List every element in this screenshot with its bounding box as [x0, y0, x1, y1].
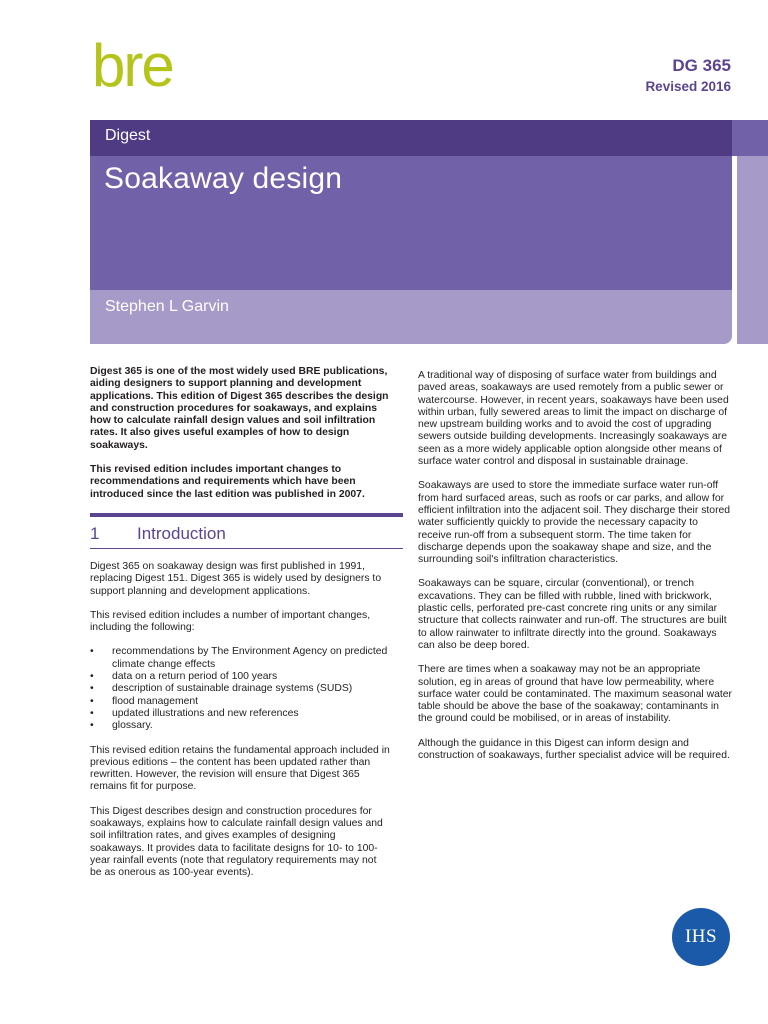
abstract-paragraph: This revised edition includes important changes to recommendations and requirements which have been introduced since the last edition was published in 2007. — [90, 464, 365, 500]
section-title: Introduction — [137, 523, 226, 543]
list-item-text: glossary. — [112, 720, 153, 732]
doc-revision: Revised 2016 — [645, 79, 731, 94]
body-paragraph: There are times when a soakaway may not be an appropriate solution, eg in areas of ground that have low permeability, where surface water could be contaminated. The maximum seasonal water table should be above the base of the soakaway; contaminants in the ground could be mobilised, or in areas of instability. — [418, 664, 732, 725]
list-item-text: description of sustainable drainage systems (SUDS) — [112, 683, 353, 695]
section-top-rule — [90, 513, 403, 517]
bullet-icon: • — [90, 707, 94, 719]
body-paragraph: Soakaways can be square, circular (conventional), or trench excavations. They can be filled with rubble, lined with brickwork, plastic cells, perforated pre-cast concrete ring units or any similar structure that collects rainwater and run-off. The structures are built to allow rainwater to infiltrate directly into the ground. Soakaways can also be deep bored. — [418, 578, 727, 651]
bullet-icon: • — [90, 720, 94, 732]
bullet-icon: • — [90, 695, 94, 707]
banner-side-tab-dark — [732, 120, 768, 156]
bullet-icon: • — [90, 683, 94, 695]
change-list — [90, 646, 390, 732]
page-title: Soakaway design — [104, 162, 343, 195]
section-bottom-rule — [90, 548, 403, 549]
bullet-icon: • — [90, 646, 94, 658]
body-paragraph: This revised edition includes a number of important changes, including the following: — [90, 609, 371, 634]
left-column — [90, 366, 390, 892]
bullet-icon: • — [90, 671, 94, 683]
body-paragraph: Although the guidance in this Digest can inform design and construction of soakaways, further specialist advice will be required. — [418, 737, 730, 762]
banner-side-tab-light — [737, 156, 768, 344]
list-item — [90, 696, 390, 708]
list-item — [90, 720, 390, 732]
section-heading — [90, 524, 390, 544]
author-name: Stephen L Garvin — [105, 298, 229, 315]
ihs-logo-text: IHS — [684, 926, 718, 947]
bre-logo — [92, 36, 182, 97]
bre-logo-text: bre — [92, 36, 173, 92]
body-paragraph: Digest 365 on soakaway design was first published in 1991, replacing Digest 151. Digest 365 is widely used by designers to support planning and development applications. — [90, 560, 382, 597]
body-paragraph: A traditional way of disposing of surface water from buildings and paved areas, soakaways are used remotely from a public sewer or watercourse. However, in recent years, soakaways have been used within urban, fully sewered areas to limit the impact on discharge of new upstream building works and to avoid the cost of upgrading sewers outside building developments. Increasingly soakaways are seen as a more widely applicable option alongside other means of surface water control and disposal in sustainable drainage. — [418, 370, 729, 468]
abstract — [90, 366, 390, 501]
list-item-text: flood management — [112, 695, 199, 707]
list-item-text: updated illustrations and new references — [112, 707, 299, 719]
bre-logo-mark — [92, 36, 182, 92]
ihs-logo — [672, 908, 730, 966]
list-item — [90, 671, 390, 683]
body-paragraph: This revised edition retains the fundamental approach included in previous editions – the content has been updated rather than rewritten. However, the revision will ensure that Digest 365 remains fit for purpose. — [90, 744, 390, 793]
series-label: Digest — [105, 127, 151, 144]
body-paragraph: This Digest describes design and construction procedures for soakaways, explains how to calculate rainfall design values and soil infiltration rates, and gives examples of designing soakaways. It provides data to facilitate designs for 10- to 100-year rainfall events (note that regulatory requirements may not be as onerous as 100-year events). — [90, 805, 383, 879]
body-paragraph: Soakaways are used to store the immediate surface water run-off from hard surfaced areas, such as roofs or car parks, and allow for efficient infiltration into the adjacent soil. They discharge their stored water sufficiently quickly to provide the necessary capacity to receive run-off from a subsequent storm. The time taken for discharge depends upon the soakaway shape and size, and the surrounding soil's infiltration characteristics. — [418, 480, 731, 566]
banner-series-band — [90, 120, 732, 156]
list-item-text: data on a return period of 100 years — [112, 671, 278, 683]
abstract-paragraph: Digest 365 is one of the most widely used BRE publications, aiding designers to support planning and development applications. This edition of Digest 365 describes the design and construction procedures for soakaways, and explains how to calculate rainfall design values and soil infiltration rates. It also gives useful examples of how to design soakaways. — [90, 366, 389, 451]
list-item — [90, 646, 390, 671]
doc-code: DG 365 — [672, 56, 731, 75]
section-number: 1 — [90, 523, 100, 543]
list-item — [90, 683, 390, 695]
list-item-text: recommendations by The Environment Agency on predicted climate change effects — [112, 646, 388, 670]
right-column — [418, 370, 734, 774]
list-item — [90, 708, 390, 720]
document-reference — [645, 56, 731, 95]
